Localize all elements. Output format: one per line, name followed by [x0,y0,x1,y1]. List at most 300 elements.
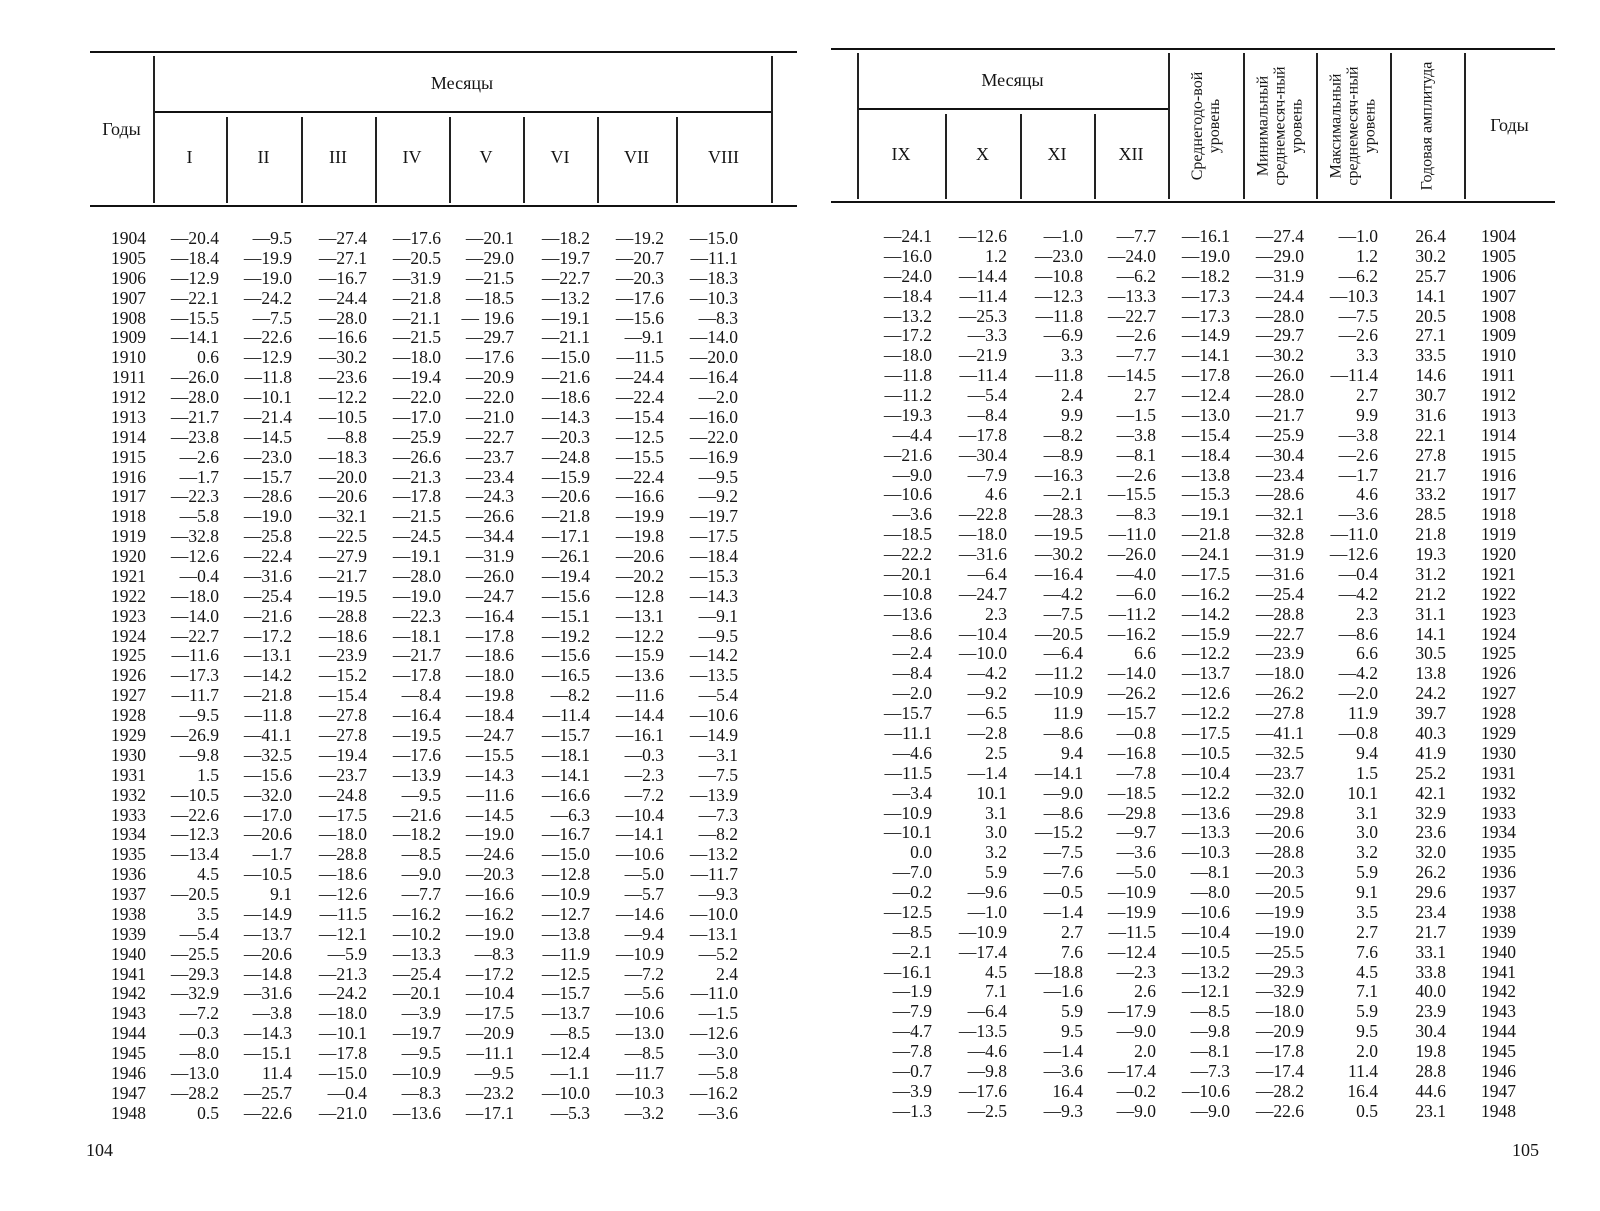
year-cell: 1932 [111,784,146,805]
year-cell: 1928 [111,705,146,726]
value-cell: —24.4 [615,367,664,388]
amplitude-header-text: Годовая амплитуда [1418,61,1436,191]
value-cell: —20.3 [1255,862,1304,883]
value-cell: —12.2 [615,625,664,646]
value-cell: 0.6 [197,347,219,368]
value-cell: —19.1 [541,307,590,328]
value-cell: —28.0 [318,307,367,328]
year-cell: 1937 [1481,882,1516,903]
value-cell: 1.2 [1356,245,1378,266]
value-cell: —2.1 [892,941,932,962]
year-cell: 1921 [111,565,146,586]
value-cell: —2.3 [1116,961,1156,982]
value-cell: —29.3 [170,963,219,984]
value-cell: —41.1 [1255,723,1304,743]
value-cell: —18.6 [465,645,514,666]
year-cell: 1940 [111,943,146,964]
value-cell: —4.7 [892,1021,932,1042]
value-cell: —22.7 [170,625,219,646]
value-cell: —9.5 [698,466,738,487]
value-cell: 7.6 [1356,941,1378,962]
value-cell: —2.6 [1116,325,1156,346]
value-cell: —16.6 [541,784,590,805]
value-cell: —16.2 [689,1082,738,1103]
value-cell: —3.6 [1043,1060,1083,1081]
value-cell: —12.9 [243,347,292,368]
value-cell: —20.5 [1255,882,1304,903]
value-cell: —11.8 [244,367,292,388]
value-cell: —0.2 [892,882,932,903]
value-cell: —13.3 [1107,285,1156,306]
value-cell: —21.7 [392,645,441,666]
value-cell: 0.0 [910,842,932,863]
value-cell: —5.3 [550,1102,590,1123]
value-cell: —16.7 [541,824,590,845]
year-cell: 1913 [1481,404,1516,425]
value-cell: 6.6 [1134,643,1156,664]
value-cell: 14.1 [1415,623,1446,644]
value-cell: —18.0 [958,524,1007,545]
value-cell: —32.0 [1255,782,1304,803]
value-cell: —20.9 [465,1023,514,1044]
value-cell: —28.0 [1255,305,1304,326]
value-cell: —15.0 [318,1062,367,1083]
value-cell: —26.9 [170,725,219,745]
value-cell: —6.3 [550,804,590,825]
value-cell: —12.6 [1329,544,1378,565]
value-cell: —10.1 [318,1023,367,1044]
value-cell: 42.1 [1415,782,1446,803]
value-cell: —29.0 [1255,245,1304,266]
value-cell: —1.0 [967,901,1007,922]
value-cell: —11.4 [542,705,590,726]
value-cell: —8.6 [1338,623,1378,644]
value-cell: —10.4 [1181,921,1230,942]
value-cell: —15.3 [689,565,738,586]
value-cell: —18.4 [170,247,219,268]
value-cell: —1.7 [252,844,292,865]
value-cell: —19.0 [243,267,292,288]
value-cell: —29.8 [1255,802,1304,823]
value-cell: —11.8 [1035,365,1083,386]
value-cell: —26.0 [170,367,219,388]
value-cell: —11.2 [884,385,932,406]
value-cell: —17.2 [243,625,292,646]
value-cell: —12.2 [318,387,367,408]
value-cell: —9.0 [892,464,932,485]
value-cell: —1.6 [1043,981,1083,1002]
value-cell: —12.2 [1181,703,1230,724]
value-cell: 2.5 [985,742,1007,763]
value-cell: 2.7 [1134,385,1156,406]
value-cell: —23.9 [1255,643,1304,664]
value-cell: —10.9 [883,802,932,823]
value-cell: —13.6 [883,603,932,624]
value-cell: —18.1 [392,625,441,646]
value-cell: —19.4 [318,744,367,765]
year-cell: 1908 [111,307,146,328]
month-header-viii: VIII [708,147,739,168]
value-cell: —16.4 [392,705,441,726]
month-header-xii: XII [1118,143,1144,164]
value-cell: —9.4 [624,923,664,944]
year-cell: 1930 [1481,742,1516,763]
value-cell: —12.1 [318,923,367,944]
value-cell: —20.3 [615,267,664,288]
value-cell: —20.0 [318,466,367,487]
value-cell: —14.0 [1107,663,1156,684]
value-cell: 2.3 [1356,603,1378,624]
value-cell: —21.1 [541,327,590,348]
value-cell: —7.8 [892,1041,932,1062]
value-cell: —22.0 [689,426,738,447]
value-cell: —11.7 [616,1062,664,1083]
value-cell: —16.5 [541,665,590,686]
value-cell: —7.5 [1043,842,1083,863]
year-cell: 1936 [1481,862,1516,883]
year-cell: 1932 [1481,782,1516,803]
value-cell: —9.0 [1190,1100,1230,1121]
year-cell: 1929 [111,725,146,745]
value-cell: —7.2 [179,1003,219,1024]
year-cell: 1943 [1481,1001,1516,1022]
value-cell: —28.2 [1255,1080,1304,1101]
value-cell: —27.9 [318,546,367,567]
right-years-header: Годы [1490,115,1529,136]
value-cell: —11.2 [1108,603,1156,624]
value-cell: —8.1 [1190,1041,1230,1062]
value-cell: —27.4 [318,228,367,248]
value-cell: —16.7 [318,267,367,288]
value-cell: —10.3 [689,287,738,308]
value-cell: —8.3 [401,1082,441,1103]
value-cell: —21.4 [243,406,292,427]
value-cell: —21.8 [1181,524,1230,545]
value-cell: 33.5 [1415,345,1446,366]
value-cell: 30.2 [1415,245,1446,266]
value-cell: —21.5 [392,327,441,348]
value-cell: —11.0 [1330,524,1378,545]
value-cell: 2.7 [1356,921,1378,942]
value-cell: —20.6 [1255,822,1304,843]
value-cell: —2.0 [698,387,738,408]
value-cell: —22.6 [170,804,219,825]
month-header-x: X [976,143,989,164]
value-cell: —24.4 [318,287,367,308]
value-cell: 3.5 [197,903,219,924]
value-cell: —18.2 [392,824,441,845]
year-cell: 1938 [1481,901,1516,922]
year-cell: 1934 [111,824,146,845]
value-cell: —18.5 [883,524,932,545]
year-cell: 1907 [1481,285,1516,306]
value-cell: —15.7 [541,725,590,745]
value-cell: 23.6 [1415,822,1446,843]
month-header-vii: VII [624,147,649,168]
year-cell: 1944 [111,1023,146,1044]
value-cell: —3.9 [401,1003,441,1024]
value-cell: —16.3 [1034,464,1083,485]
year-cell: 1920 [1481,544,1516,565]
value-cell: —22.6 [1255,1100,1304,1121]
year-cell: 1912 [111,387,146,408]
value-cell: —22.7 [541,267,590,288]
value-cell: —24.3 [465,486,514,507]
value-cell: —17.1 [465,1102,514,1123]
value-cell: —9.5 [252,228,292,248]
value-cell: —21.8 [541,506,590,527]
value-cell: —10.6 [615,1003,664,1024]
value-cell: —10.9 [1107,882,1156,903]
value-cell: 19.8 [1415,1041,1446,1062]
value-cell: —12.2 [1181,782,1230,803]
value-cell: —8.5 [892,921,932,942]
value-cell: 5.9 [1356,1001,1378,1022]
value-cell: —23.4 [1255,464,1304,485]
value-cell: —28.2 [170,1082,219,1103]
value-cell: 7.1 [985,981,1007,1002]
value-cell: —28.0 [170,387,219,408]
value-cell: —11.5 [616,347,664,368]
value-cell: —15.5 [615,446,664,467]
value-cell: —5.0 [1116,862,1156,883]
value-cell: —3.8 [1116,424,1156,445]
value-cell: 1.5 [197,764,219,785]
mean-level-header [1168,53,1243,199]
value-cell: —18.0 [392,347,441,368]
year-cell: 1904 [111,228,146,248]
value-cell: —0.4 [1338,563,1378,584]
value-cell: —21.3 [318,963,367,984]
value-cell: —29.7 [465,327,514,348]
year-cell: 1912 [1481,385,1516,406]
value-cell: —9.5 [179,705,219,726]
left-vline [771,56,773,203]
value-cell: 31.2 [1415,563,1446,584]
value-cell: —1.3 [892,1100,932,1121]
value-cell: —23.7 [465,446,514,467]
value-cell: —3.9 [892,1080,932,1101]
value-cell: 26.2 [1415,862,1446,883]
value-cell: —23.6 [318,367,367,388]
year-cell: 1939 [111,923,146,944]
value-cell: —24.0 [883,265,932,286]
value-cell: —20.1 [883,563,932,584]
value-cell: —7.2 [624,963,664,984]
value-cell: —1.1 [550,1062,590,1083]
value-cell: —12.4 [1107,941,1156,962]
value-cell: —5.0 [624,864,664,885]
value-cell: —28.8 [318,844,367,865]
value-cell: —7.7 [401,884,441,905]
value-cell: —13.8 [1181,464,1230,485]
value-cell: —5.7 [624,884,664,905]
value-cell: —9.5 [474,1062,514,1083]
value-cell: —17.6 [392,744,441,765]
value-cell: —1.4 [1043,1041,1083,1062]
value-cell: —2.8 [967,723,1007,743]
value-cell: —18.3 [318,446,367,467]
value-cell: —2.3 [624,764,664,785]
value-cell: —13.9 [392,764,441,785]
year-cell: 1927 [1481,683,1516,704]
value-cell: —11.5 [319,903,367,924]
value-cell: —13.7 [541,1003,590,1024]
value-cell: —11.6 [466,784,514,805]
year-cell: 1928 [1481,703,1516,724]
value-cell: —5.9 [327,943,367,964]
year-cell: 1918 [1481,504,1516,525]
year-cell: 1948 [1481,1100,1516,1121]
value-cell: —18.6 [541,387,590,408]
value-cell: —7.3 [698,804,738,825]
year-cell: 1920 [111,546,146,567]
value-cell: —21.5 [465,267,514,288]
value-cell: —10.2 [392,923,441,944]
value-cell: —22.4 [615,387,664,408]
value-cell: —6.2 [1338,265,1378,286]
year-cell: 1931 [1481,762,1516,783]
value-cell: 14.1 [1415,285,1446,306]
month-header-v: V [479,147,493,168]
value-cell: —9.0 [1116,1021,1156,1042]
value-cell: —21.0 [465,406,514,427]
value-cell: —28.0 [392,565,441,586]
value-cell: —8.4 [967,404,1007,425]
year-cell: 1911 [111,367,146,388]
value-cell: 20.5 [1415,305,1446,326]
value-cell: —20.2 [615,565,664,586]
value-cell: —22.3 [392,605,441,626]
value-cell: —23.7 [318,764,367,785]
value-cell: —27.4 [1255,226,1304,246]
value-cell: —3.0 [698,1043,738,1064]
value-cell: —14.1 [170,327,219,348]
year-cell: 1919 [1481,524,1516,545]
year-cell: 1918 [111,506,146,527]
value-cell: —25.9 [392,426,441,447]
value-cell: —17.2 [883,325,932,346]
value-cell: —15.4 [318,685,367,706]
value-cell: 2.3 [985,603,1007,624]
value-cell: —31.6 [243,983,292,1004]
value-cell: —26.2 [1107,683,1156,704]
value-cell: —18.0 [1255,1001,1304,1022]
value-cell: —12.1 [1181,981,1230,1002]
year-cell: 1947 [1481,1080,1516,1101]
value-cell: —11.9 [542,943,590,964]
value-cell: —13.3 [1181,822,1230,843]
year-cell: 1919 [111,526,146,547]
value-cell: —9.8 [179,744,219,765]
left-header-bottom-rule [90,205,797,207]
year-cell: 1926 [1481,663,1516,684]
value-cell: —20.9 [1255,1021,1304,1042]
value-cell: —4.2 [1338,583,1378,604]
value-cell: —2.0 [1338,683,1378,704]
value-cell: —15.2 [1034,822,1083,843]
value-cell: —2.1 [1043,484,1083,505]
value-cell: 11.4 [262,1062,292,1083]
value-cell: —23.7 [1255,762,1304,783]
value-cell: —12.3 [170,824,219,845]
value-cell: —28.8 [318,605,367,626]
value-cell: —12.8 [541,864,590,885]
value-cell: —20.1 [392,983,441,1004]
year-cell: 1924 [111,625,146,646]
value-cell: —9.3 [698,884,738,905]
value-cell: 25.2 [1415,762,1446,783]
value-cell: —4.2 [1043,583,1083,604]
year-cell: 1926 [111,665,146,686]
value-cell: —31.6 [243,565,292,586]
value-cell: —14.3 [689,585,738,606]
value-cell: —5.8 [698,1062,738,1083]
value-cell: —19.4 [541,565,590,586]
value-cell: —13.5 [689,665,738,686]
value-cell: 2.7 [1061,921,1083,942]
value-cell: —23.0 [243,446,292,467]
value-cell: —1.4 [967,762,1007,783]
year-cell: 1917 [111,486,146,507]
value-cell: —3.1 [698,744,738,765]
value-cell: —1.0 [1043,226,1083,246]
value-cell: —15.7 [1107,703,1156,724]
value-cell: 5.9 [985,862,1007,883]
value-cell: —7.8 [1116,762,1156,783]
value-cell: —21.3 [392,466,441,487]
value-cell: —13.4 [170,844,219,865]
value-cell: —10.6 [883,484,932,505]
value-cell: —14.1 [615,824,664,845]
value-cell: 11.9 [1348,703,1378,724]
value-cell: —27.1 [318,247,367,268]
value-cell: —10.4 [465,983,514,1004]
value-cell: —3.6 [1338,504,1378,525]
value-cell: —24.5 [392,526,441,547]
value-cell: —28.6 [243,486,292,507]
value-cell: —12.5 [883,901,932,922]
value-cell: —8.3 [474,943,514,964]
value-cell: 9.5 [1356,1021,1378,1042]
value-cell: —7.6 [1043,862,1083,883]
value-cell: —2.6 [1338,325,1378,346]
value-cell: —30.4 [1255,444,1304,465]
year-cell: 1914 [111,426,146,447]
value-cell: —22.6 [243,327,292,348]
value-cell: —10.9 [392,1062,441,1083]
value-cell: —18.0 [1255,663,1304,684]
value-cell: —15.5 [1107,484,1156,505]
value-cell: —14.9 [1181,325,1230,346]
value-cell: —0.8 [1116,723,1156,743]
value-cell: 3.2 [985,842,1007,863]
value-cell: —12.6 [318,884,367,905]
value-cell: —25.7 [243,1082,292,1103]
value-cell: 27.8 [1415,444,1446,465]
value-cell: —27.8 [1255,703,1304,724]
value-cell: —10.4 [958,623,1007,644]
value-cell: —17.8 [392,665,441,686]
value-cell: —19.3 [883,404,932,425]
value-cell: —1.0 [1338,226,1378,246]
value-cell: —13.5 [958,1021,1007,1042]
value-cell: —24.7 [958,583,1007,604]
value-cell: —30.2 [318,347,367,368]
value-cell: 30.5 [1415,643,1446,664]
value-cell: —12.6 [170,546,219,567]
value-cell: —6.4 [1043,643,1083,664]
